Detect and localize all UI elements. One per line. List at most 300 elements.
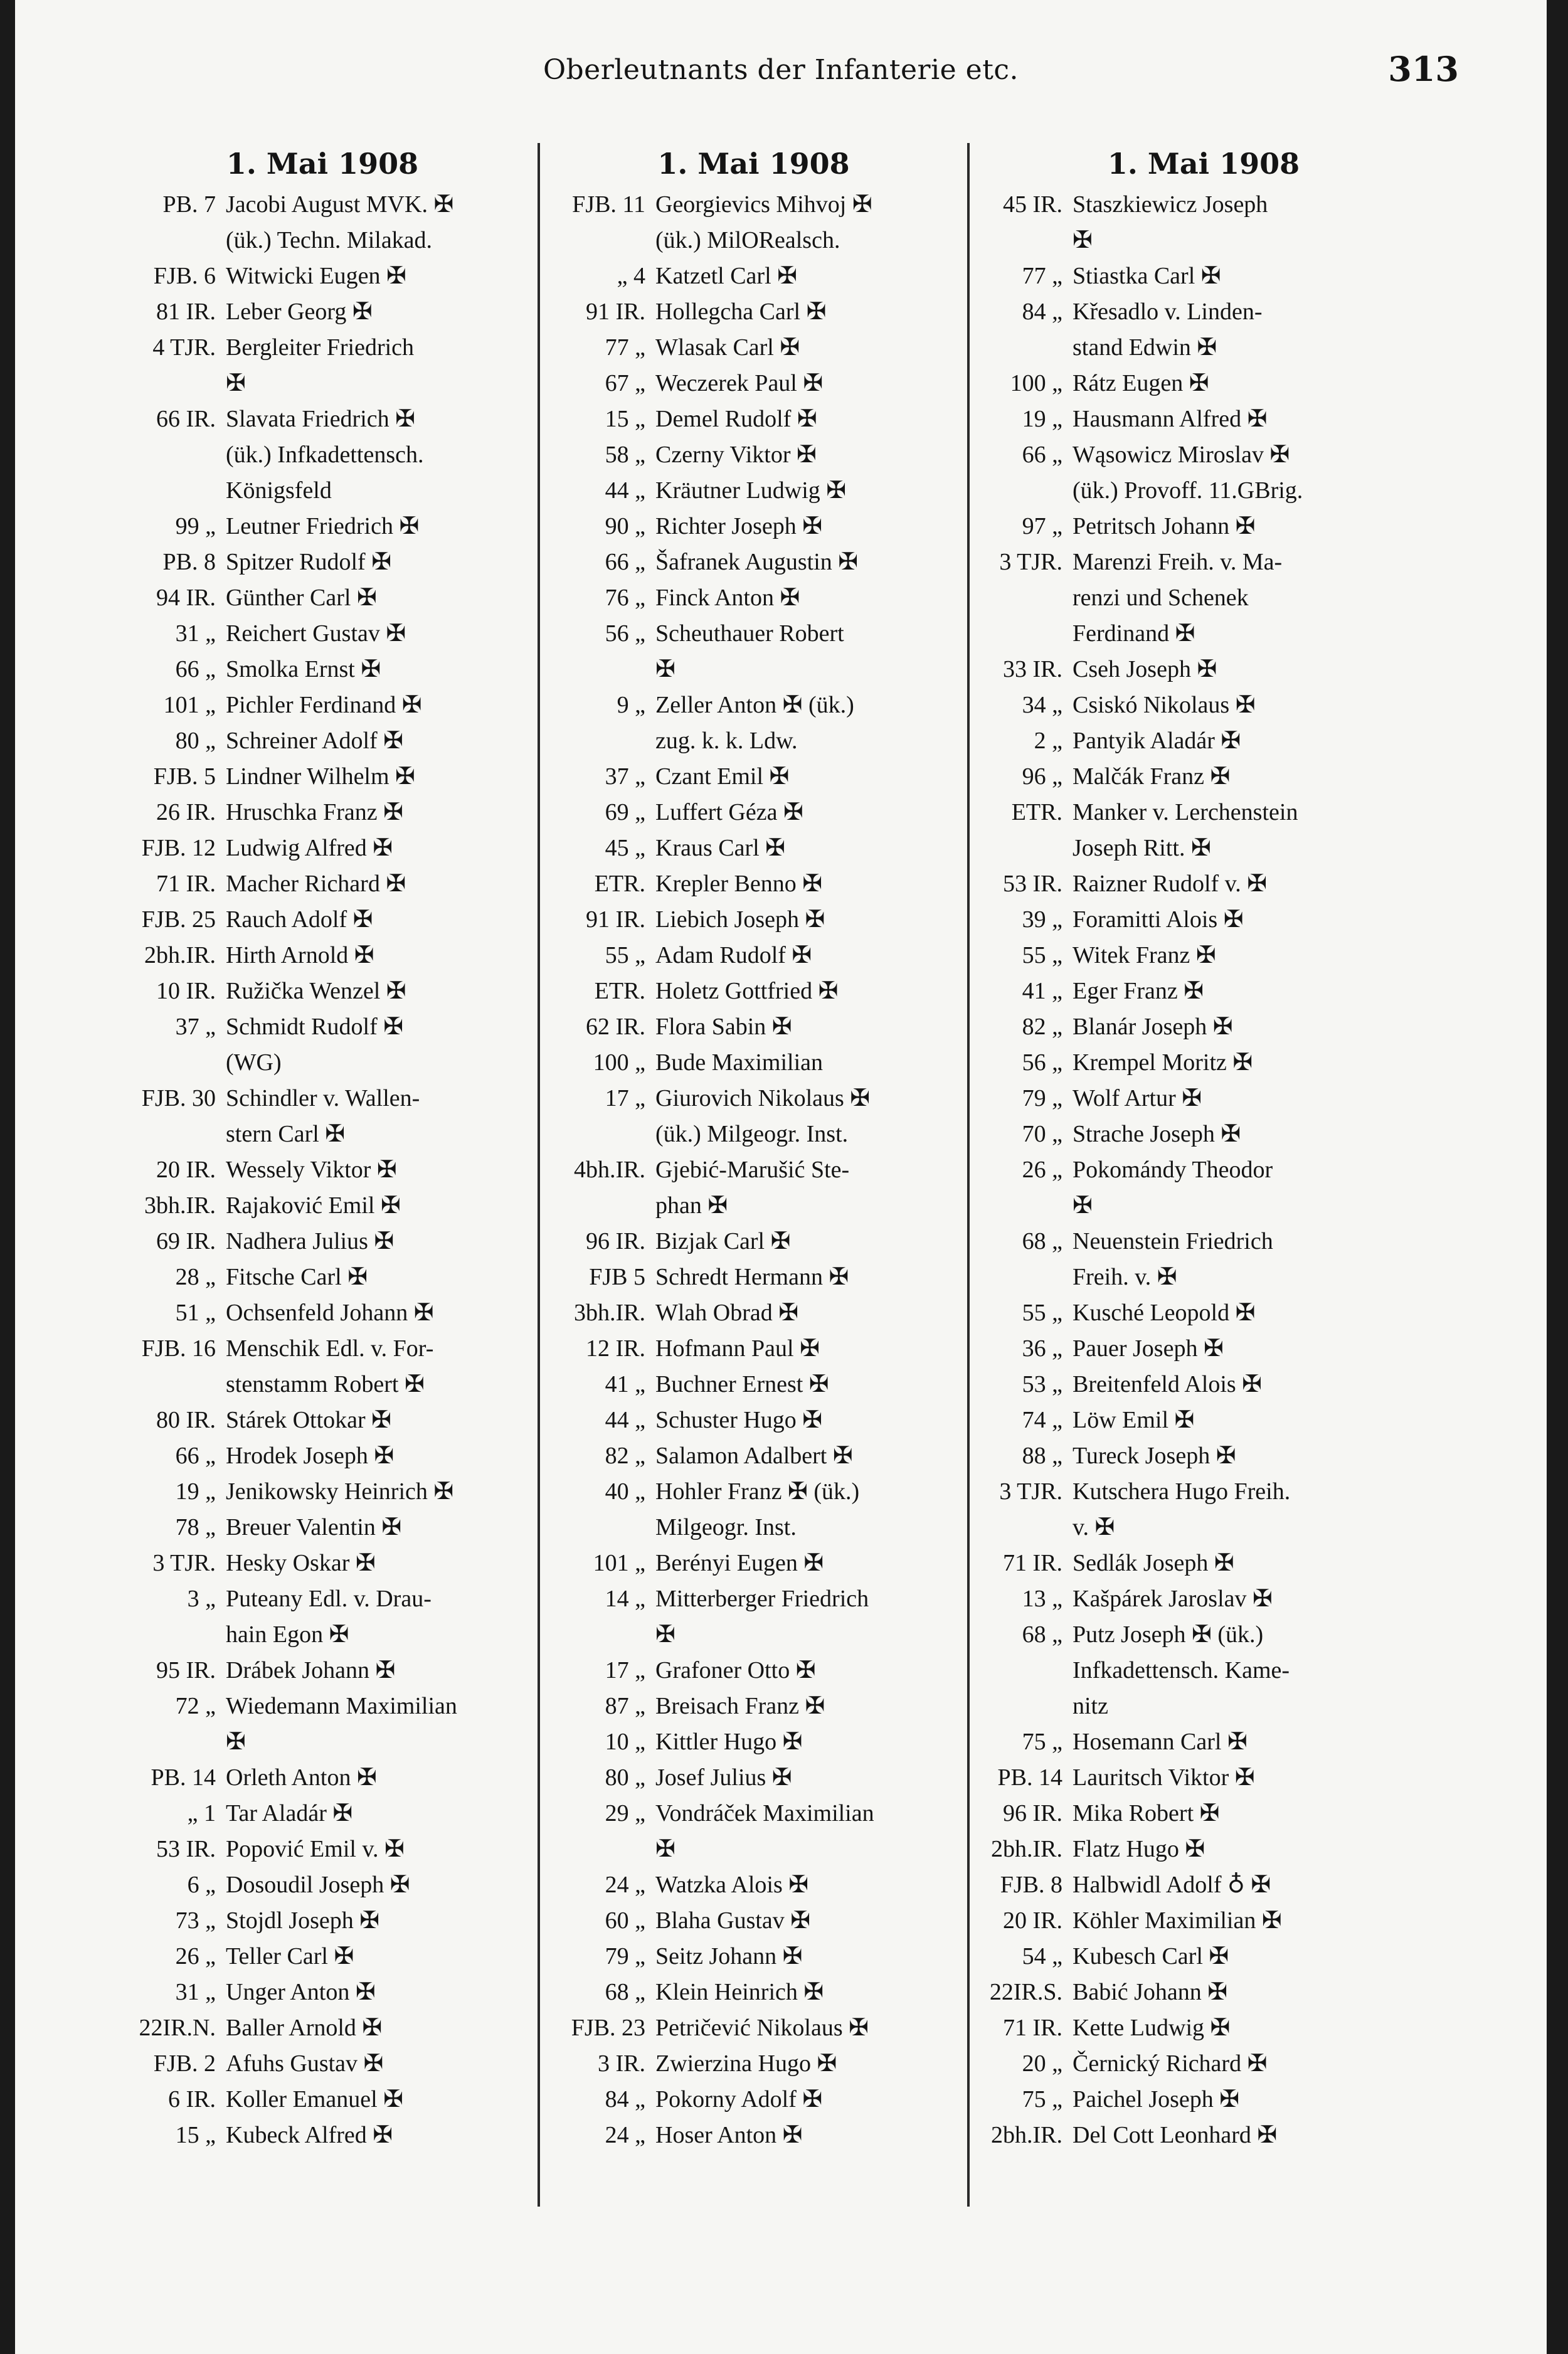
unit-label: 44 „ <box>605 1407 645 1433</box>
list-item <box>968 652 1439 687</box>
list-item <box>109 330 536 401</box>
list-item <box>968 1081 1439 1116</box>
list-item <box>539 401 968 437</box>
officer-name: Křesadlo v. Linden- stand Edwin ✠ <box>1073 299 1263 361</box>
list-item <box>968 401 1439 437</box>
unit-label: 84 „ <box>605 2086 645 2113</box>
unit-label: 79 „ <box>605 1943 645 1970</box>
officer-name: Pauer Joseph ✠ <box>1073 1335 1224 1362</box>
unit-label: 10 IR. <box>156 978 216 1004</box>
list-item <box>968 973 1439 1009</box>
list-item <box>539 1081 968 1152</box>
list-item <box>968 1867 1439 1903</box>
unit-label: 66 IR. <box>156 406 216 432</box>
officer-name: Schindler v. Wallen- stern Carl ✠ <box>226 1085 420 1147</box>
unit-label: 45 IR. <box>1003 191 1062 218</box>
page-header <box>15 49 1547 93</box>
list-item <box>109 1009 536 1081</box>
list-item <box>968 2118 1439 2153</box>
list-item <box>968 1545 1439 1581</box>
officer-name: Raizner Rudolf v. ✠ <box>1073 871 1268 897</box>
officer-name: Zeller Anton ✠ (ük.) zug. k. k. Ldw. <box>655 692 854 754</box>
officer-name: Rajaković Emil ✠ <box>226 1192 401 1219</box>
officer-name: Šafranek Augustin ✠ <box>655 549 859 575</box>
unit-label: 100 „ <box>593 1049 645 1076</box>
list-item <box>109 294 536 330</box>
list-item <box>109 973 536 1009</box>
list-item <box>539 830 968 866</box>
list-item <box>109 1545 536 1581</box>
officer-name: Luffert Géza ✠ <box>655 799 803 825</box>
officer-name: Hosemann Carl ✠ <box>1073 1729 1248 1755</box>
unit-label: 55 „ <box>1022 942 1062 968</box>
unit-label: FJB. 11 <box>572 191 645 218</box>
unit-label: 34 „ <box>1022 692 1062 718</box>
officer-name: Hrodek Joseph ✠ <box>226 1443 395 1469</box>
unit-label: 29 „ <box>605 1800 645 1826</box>
officer-name: Stojdl Joseph ✠ <box>226 1907 380 1934</box>
unit-label: 31 „ <box>175 620 216 647</box>
officer-name: Kašpárek Jaroslav ✠ <box>1073 1586 1273 1612</box>
list-item <box>539 1581 968 1653</box>
officer-name: Watzka Alois ✠ <box>655 1872 809 1898</box>
officer-name: Fitsche Carl ✠ <box>226 1264 368 1290</box>
list-item <box>109 509 536 544</box>
officer-name: Löw Emil ✠ <box>1073 1407 1195 1433</box>
officer-name: Kittler Hugo ✠ <box>655 1729 803 1755</box>
list-item <box>539 258 968 294</box>
list-item <box>109 2118 536 2153</box>
officer-name: Witek Franz ✠ <box>1073 942 1216 968</box>
officer-name: Wolf Artur ✠ <box>1073 1085 1202 1111</box>
unit-label: 67 „ <box>605 370 645 396</box>
list-item <box>539 1295 968 1331</box>
page-number: 313 <box>1388 49 1459 89</box>
unit-label: 3 TJR. <box>999 1478 1062 1505</box>
officer-name: Czant Emil ✠ <box>655 763 790 790</box>
unit-label: 2 „ <box>1034 728 1062 754</box>
unit-label: 41 „ <box>605 1371 645 1397</box>
unit-label: PB. 8 <box>162 549 216 575</box>
officer-name: Katzetl Carl ✠ <box>655 263 797 289</box>
officer-name: Hruschka Franz ✠ <box>226 799 403 825</box>
list-item <box>539 2118 968 2153</box>
list-item <box>109 1760 536 1796</box>
officer-name: Breisach Franz ✠ <box>655 1693 825 1719</box>
officer-name: Rauch Adolf ✠ <box>226 906 373 933</box>
unit-label: 3 IR. <box>598 2050 645 2077</box>
unit-label: 26 IR. <box>156 799 216 825</box>
unit-label: 45 „ <box>605 835 645 861</box>
list-item <box>968 437 1439 509</box>
unit-label: 56 „ <box>605 620 645 647</box>
unit-label: 26 „ <box>1022 1157 1062 1183</box>
unit-label: 53 „ <box>1022 1371 1062 1397</box>
unit-label: 39 „ <box>1022 906 1062 933</box>
list-item <box>109 1295 536 1331</box>
list-item <box>539 759 968 795</box>
list-item <box>109 1438 536 1474</box>
list-item <box>109 902 536 938</box>
officer-name: Blanár Joseph ✠ <box>1073 1014 1233 1040</box>
list-item <box>109 1867 536 1903</box>
officer-name: Klein Heinrich ✠ <box>655 1979 824 2005</box>
officer-name: Jenikowsky Heinrich ✠ <box>226 1478 454 1505</box>
list-item <box>968 1116 1439 1152</box>
list-item <box>109 1832 536 1867</box>
unit-label: 3bh.IR. <box>574 1300 645 1326</box>
list-item <box>539 1009 968 1045</box>
officer-name: Kette Ludwig ✠ <box>1073 2015 1231 2041</box>
officer-name: Flatz Hugo ✠ <box>1073 1836 1205 1862</box>
unit-label: 10 „ <box>605 1729 645 1755</box>
unit-label: 22IR.N. <box>139 2015 216 2041</box>
officer-name: Cseh Joseph ✠ <box>1073 656 1217 682</box>
unit-label: 88 „ <box>1022 1443 1062 1469</box>
unit-label: 60 „ <box>605 1907 645 1934</box>
list-item <box>109 2046 536 2082</box>
unit-label: 28 „ <box>175 1264 216 1290</box>
unit-label: 78 „ <box>175 1514 216 1540</box>
officer-name: Slavata Friedrich ✠ (ük.) Infkadettensch. Königsfeld <box>226 406 424 504</box>
unit-label: 68 „ <box>1022 1228 1062 1254</box>
unit-label: 72 „ <box>175 1693 216 1719</box>
list-item <box>539 795 968 830</box>
unit-label: 2bh.IR. <box>144 942 216 968</box>
list-item <box>109 616 536 652</box>
unit-label: 2bh.IR. <box>991 2122 1062 2148</box>
officer-name: Ochsenfeld Johann ✠ <box>226 1300 434 1326</box>
officer-name: Scheuthauer Robert ✠ <box>655 620 844 682</box>
unit-label: 79 „ <box>1022 1085 1062 1111</box>
unit-label: 66 „ <box>175 1443 216 1469</box>
unit-label: 101 „ <box>593 1550 645 1576</box>
officer-name: Lauritsch Viktor ✠ <box>1073 1764 1255 1791</box>
unit-label: 80 „ <box>605 1764 645 1791</box>
unit-label: 62 IR. <box>586 1014 645 1040</box>
officer-name: Hoser Anton ✠ <box>655 2122 803 2148</box>
officer-name: Weczerek Paul ✠ <box>655 370 824 396</box>
unit-label: „ 1 <box>187 1800 216 1826</box>
unit-label: FJB. 6 <box>153 263 216 289</box>
unit-label: ETR. <box>594 871 645 897</box>
list-item <box>539 687 968 759</box>
officer-name: Köhler Maximilian ✠ <box>1073 1907 1282 1934</box>
list-item <box>539 616 968 687</box>
unit-label: 9 „ <box>617 692 645 718</box>
officer-name: Unger Anton ✠ <box>226 1979 376 2005</box>
officer-name: Czerny Viktor ✠ <box>655 442 817 468</box>
officer-name: Wessely Viktor ✠ <box>226 1157 397 1183</box>
unit-label: 68 „ <box>1022 1621 1062 1648</box>
officer-name: Hofmann Paul ✠ <box>655 1335 820 1362</box>
officer-name: Teller Carl ✠ <box>226 1943 354 1970</box>
list-item <box>968 294 1439 366</box>
list-item <box>109 1331 536 1402</box>
unit-label: 41 „ <box>1022 978 1062 1004</box>
list-item <box>109 687 536 723</box>
officer-name: Rátz Eugen ✠ <box>1073 370 1209 396</box>
column-1 <box>109 143 536 2207</box>
unit-label: ETR. <box>1011 799 1062 825</box>
list-item <box>968 1045 1439 1081</box>
officer-name: Staszkiewicz Joseph ✠ <box>1073 191 1268 253</box>
unit-label: 58 „ <box>605 442 645 468</box>
list-item <box>968 2010 1439 2046</box>
officer-name: Marenzi Freih. v. Ma- renzi und Schenek Ferdinand ✠ <box>1073 549 1283 647</box>
officer-name: Hirth Arnold ✠ <box>226 942 374 968</box>
unit-label: 81 IR. <box>156 299 216 325</box>
officer-name: Bizjak Carl ✠ <box>655 1228 791 1254</box>
unit-label: 14 „ <box>605 1586 645 1612</box>
unit-label: 37 „ <box>605 763 645 790</box>
column-3 <box>968 143 1439 2207</box>
officer-name: Hesky Oskar ✠ <box>226 1550 376 1576</box>
officer-name: Demel Rudolf ✠ <box>655 406 817 432</box>
list-item <box>968 902 1439 938</box>
list-item <box>539 1903 968 1939</box>
list-item <box>968 1724 1439 1760</box>
unit-label: FJB. 2 <box>153 2050 216 2077</box>
list-item <box>968 187 1439 258</box>
officer-name: Kubesch Carl ✠ <box>1073 1943 1229 1970</box>
unit-label: 75 „ <box>1022 1729 1062 1755</box>
officer-name: Salamon Adalbert ✠ <box>655 1443 853 1469</box>
list-item <box>109 1903 536 1939</box>
officer-name: Stárek Ottokar ✠ <box>226 1407 391 1433</box>
unit-label: 71 IR. <box>1003 1550 1062 1576</box>
list-item <box>539 437 968 473</box>
list-item <box>539 2010 968 2046</box>
officer-name: Putz Joseph ✠ (ük.) Infkadettensch. Kame- nitz <box>1073 1621 1290 1719</box>
list-item <box>968 1009 1439 1045</box>
list-item <box>539 1045 968 1081</box>
officer-name: Wąsowicz Miroslav ✠ (ük.) Provoff. 11.GBrig. <box>1073 442 1303 504</box>
list-item <box>109 795 536 830</box>
officer-name: Josef Julius ✠ <box>655 1764 792 1791</box>
officer-name: Lindner Wilhelm ✠ <box>226 763 415 790</box>
list-item <box>539 473 968 509</box>
officer-name: Witwicki Eugen ✠ <box>226 263 406 289</box>
column-2 <box>539 143 968 2207</box>
officer-name: Liebich Joseph ✠ <box>655 906 825 933</box>
list-item <box>539 1438 968 1474</box>
unit-label: 40 „ <box>605 1478 645 1505</box>
list-item <box>968 2082 1439 2118</box>
unit-label: 69 „ <box>605 799 645 825</box>
list-item <box>109 1081 536 1152</box>
column-heading: 1. Mai 1908 <box>226 147 419 181</box>
officer-name: Flora Sabin ✠ <box>655 1014 792 1040</box>
unit-label: 71 IR. <box>156 871 216 897</box>
unit-label: 55 „ <box>1022 1300 1062 1326</box>
officer-name: Krepler Benno ✠ <box>655 871 823 897</box>
officer-name: Tureck Joseph ✠ <box>1073 1443 1236 1469</box>
officer-name: Leber Georg ✠ <box>226 299 373 325</box>
list-item <box>109 1259 536 1295</box>
list-item <box>539 1545 968 1581</box>
list-item <box>968 795 1439 866</box>
officer-name: Schuster Hugo ✠ <box>655 1407 823 1433</box>
unit-label: 26 „ <box>175 1943 216 1970</box>
entry-list <box>539 187 968 2153</box>
officer-name: Foramitti Alois ✠ <box>1073 906 1244 933</box>
list-item <box>539 509 968 544</box>
list-item <box>109 759 536 795</box>
list-item <box>539 1653 968 1689</box>
officer-name: Eger Franz ✠ <box>1073 978 1204 1004</box>
officer-name: Manker v. Lerchenstein Joseph Ritt. ✠ <box>1073 799 1298 861</box>
officer-name: Krempel Moritz ✠ <box>1073 1049 1253 1076</box>
unit-label: 73 „ <box>175 1907 216 1934</box>
unit-label: FJB. 30 <box>141 1085 216 1111</box>
list-item <box>968 258 1439 294</box>
list-item <box>968 1331 1439 1367</box>
unit-label: 13 „ <box>1022 1586 1062 1612</box>
list-item <box>539 1939 968 1975</box>
list-item <box>539 1975 968 2010</box>
running-title: Oberleutnants der Infanterie etc. <box>543 54 1019 86</box>
list-item <box>539 973 968 1009</box>
list-item <box>109 938 536 973</box>
unit-label: 4 TJR. <box>152 334 216 361</box>
list-item <box>109 1224 536 1259</box>
officer-name: Strache Joseph ✠ <box>1073 1121 1241 1147</box>
unit-label: 96 IR. <box>1003 1800 1062 1826</box>
list-item <box>539 1331 968 1367</box>
officer-name: Del Cott Leonhard ✠ <box>1073 2122 1278 2148</box>
list-item <box>539 1689 968 1724</box>
officer-name: Malčák Franz ✠ <box>1073 763 1231 790</box>
unit-label: 66 „ <box>1022 442 1062 468</box>
list-item <box>968 866 1439 902</box>
officer-name: Schredt Hermann ✠ <box>655 1264 849 1290</box>
unit-label: 53 IR. <box>156 1836 216 1862</box>
officer-name: Paichel Joseph ✠ <box>1073 2086 1240 2113</box>
unit-label: 24 „ <box>605 2122 645 2148</box>
list-item <box>539 1259 968 1295</box>
officer-name: Wlah Obrad ✠ <box>655 1300 799 1326</box>
list-item <box>968 1152 1439 1224</box>
list-item <box>539 2046 968 2082</box>
list-item <box>968 1617 1439 1724</box>
list-item <box>968 1796 1439 1832</box>
list-item <box>109 187 536 258</box>
officer-name: Nadhera Julius ✠ <box>226 1228 395 1254</box>
unit-label: 74 „ <box>1022 1407 1062 1433</box>
unit-label: 33 IR. <box>1003 656 1062 682</box>
list-item <box>539 2082 968 2118</box>
officer-name: Schmidt Rudolf ✠ (WG) <box>226 1014 404 1076</box>
list-item <box>968 1903 1439 1939</box>
unit-label: PB. 7 <box>162 191 216 218</box>
list-item <box>968 1438 1439 1474</box>
list-item <box>109 1689 536 1760</box>
officer-name: Kutschera Hugo Freih. v. ✠ <box>1073 1478 1291 1540</box>
unit-label: 4bh.IR. <box>574 1157 645 1183</box>
officer-name: Kräutner Ludwig ✠ <box>655 477 847 504</box>
list-item <box>968 759 1439 795</box>
unit-label: 66 „ <box>605 549 645 575</box>
unit-label: PB. 14 <box>997 1764 1062 1791</box>
unit-label: ETR. <box>594 978 645 1004</box>
officer-name: Grafoner Otto ✠ <box>655 1657 816 1683</box>
list-item <box>109 1796 536 1832</box>
column-heading: 1. Mai 1908 <box>1107 147 1300 181</box>
officer-name: Gjebić-Marušić Ste- phan ✠ <box>655 1157 850 1219</box>
officer-name: Puteany Edl. v. Drau- hain Egon ✠ <box>226 1586 432 1648</box>
list-item <box>539 1724 968 1760</box>
officer-name: Pantyik Aladár ✠ <box>1073 728 1241 754</box>
list-item <box>109 1510 536 1545</box>
officer-name: Kraus Carl ✠ <box>655 835 786 861</box>
officer-name: Wiedemann Maximilian ✠ <box>226 1693 457 1755</box>
list-item <box>109 830 536 866</box>
unit-label: FJB. 5 <box>153 763 216 790</box>
unit-label: 101 „ <box>163 692 216 718</box>
list-item <box>109 1939 536 1975</box>
unit-label: 19 „ <box>1022 406 1062 432</box>
list-item <box>968 938 1439 973</box>
unit-label: 75 „ <box>1022 2086 1062 2113</box>
list-item <box>539 1224 968 1259</box>
list-item <box>539 1402 968 1438</box>
list-item <box>109 1188 536 1224</box>
list-item <box>539 1367 968 1402</box>
unit-label: 100 „ <box>1010 370 1062 396</box>
entry-list <box>109 187 536 2153</box>
officer-name: Neuenstein Friedrich Freih. v. ✠ <box>1073 1228 1273 1290</box>
officer-name: Menschik Edl. v. For- stenstamm Robert ✠ <box>226 1335 434 1397</box>
list-item <box>539 902 968 938</box>
officer-name: Berényi Eugen ✠ <box>655 1550 824 1576</box>
officer-name: Pichler Ferdinand ✠ <box>226 692 422 718</box>
officer-name: Breuer Valentin ✠ <box>226 1514 402 1540</box>
unit-label: 6 „ <box>187 1872 216 1898</box>
unit-label: 20 IR. <box>1003 1907 1062 1934</box>
officer-name: Drábek Johann ✠ <box>226 1657 396 1683</box>
officer-name: Reichert Gustav ✠ <box>226 620 406 647</box>
unit-label: FJB. 8 <box>1000 1872 1062 1898</box>
officer-name: Blaha Gustav ✠ <box>655 1907 811 1934</box>
list-item <box>968 1402 1439 1438</box>
unit-label: FJB. 23 <box>571 2015 645 2041</box>
entry-list <box>968 187 1439 2153</box>
officer-name: Petritsch Johann ✠ <box>1073 513 1256 539</box>
unit-label: 80 „ <box>175 728 216 754</box>
unit-label: 87 „ <box>605 1693 645 1719</box>
unit-label: 91 IR. <box>586 299 645 325</box>
list-item <box>968 1295 1439 1331</box>
unit-label: 3 TJR. <box>152 1550 216 1576</box>
list-item <box>109 1402 536 1438</box>
unit-label: 97 „ <box>1022 513 1062 539</box>
officer-name: Bergleiter Friedrich ✠ <box>226 334 415 396</box>
officer-name: Holetz Gottfried ✠ <box>655 978 839 1004</box>
list-item <box>968 1760 1439 1796</box>
officer-name: Günther Carl ✠ <box>226 585 377 611</box>
officer-name: Ružička Wenzel ✠ <box>226 978 406 1004</box>
list-item <box>109 1474 536 1510</box>
officer-name: Halbwidl Adolf ♁ ✠ <box>1073 1872 1271 1898</box>
officer-name: Adam Rudolf ✠ <box>655 942 812 968</box>
list-item <box>539 1152 968 1224</box>
unit-label: 24 „ <box>605 1872 645 1898</box>
officer-name: Hollegcha Carl ✠ <box>655 299 827 325</box>
unit-label: 56 „ <box>1022 1049 1062 1076</box>
unit-label: 6 IR. <box>168 2086 216 2113</box>
unit-label: 15 „ <box>175 2122 216 2148</box>
